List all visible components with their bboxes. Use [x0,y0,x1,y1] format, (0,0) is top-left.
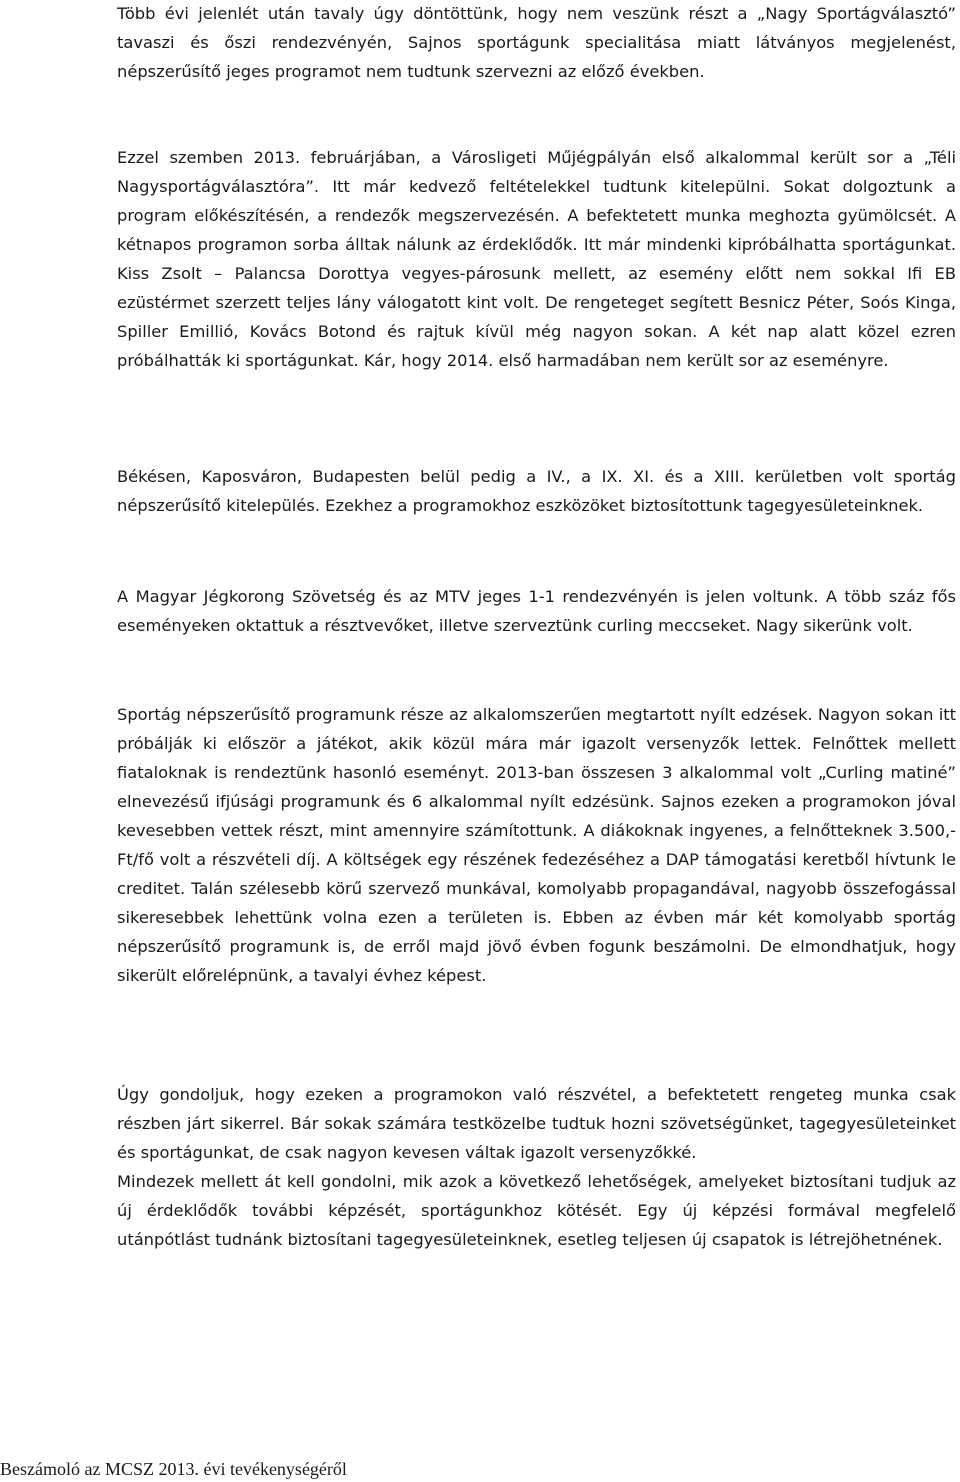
paragraph-6: Úgy gondoljuk, hogy ezeken a programokon való részvétel, a befektetett rengeteg munka csak részben járt sikerrel. Bár sokak számára testközelbe tudtuk hozni szövetségünket, tagegyesületeinket és sportágunkat, de csak nagyon kevesen váltak igazolt versenyzőkké. [117,1085,956,1162]
paragraph-3: Békésen, Kaposváron, Budapesten belül pedig a IV., a IX. XI. és a XIII. kerületben volt sportág népszerűsítő kitelepülés. Ezekhez a programokhoz eszközöket biztosítottunk tagegyesületeinknek. [117,467,956,515]
paragraph-7: Mindezek mellett át kell gondolni, mik azok a következő lehetőségek, amelyeket biztosítani tudjuk az új érdeklődők további képzését, sportágunkhoz kötését. Egy új képzési formával megfelelő utánpótlást tudnánk biztosítani tagegyesületeinknek, esetleg teljesen új csapatok is létrejöhetnének. [117,1172,956,1249]
paragraph-2: Ezzel szemben 2013. februárjában, a Városligeti Műjégpályán első alkalommal került sor a „Téli Nagysportágválasztóra”. Itt már kedvező feltételekkel tudtunk kitelepülni. Sokat dolgoztunk a program előkészítésén, a rendezők megszervezésén. A befektetett munka meghozta gyümölcsét. A kétnapos programon sorba álltak nálunk az érdeklődők. Itt már mindenki kipróbálhatta sportágunkat. Kiss Zsolt – Palancsa Dorottya vegyes-párosunk mellett, az esemény előtt nem sokkal Ifi EB ezüstérmet szerzett teljes lány válogatott kint volt. De rengeteget segített Besnicz Péter, Soós Kinga, Spiller Emillió, Kovács Botond és rajtuk kívül még nagyon sokan. A két nap alatt közel ezren próbálhatták ki sportágunkat. Kár, hogy 2014. első harmadában nem került sor az eseményre. [117,148,956,370]
paragraph-1: Több évi jelenlét után tavaly úgy döntöttünk, hogy nem veszünk részt a „Nagy Sportágválasztó” tavaszi és őszi rendezvényén, Sajnos sportágunk specialitása miatt látványos megjelenést, népszerűsítő jeges programot nem tudtunk szervezni az előző években. [117,4,956,81]
paragraph-4: A Magyar Jégkorong Szövetség és az MTV jeges 1-1 rendezvényén is jelen voltunk. A több száz fős eseményeken oktattuk a résztvevőket, illetve szerveztünk curling meccseket. Nagy sikerünk volt. [117,587,956,635]
paragraph-5: Sportág népszerűsítő programunk része az alkalomszerűen megtartott nyílt edzések. Nagyon sokan itt próbálják ki először a játékot, akik közül mára már igazolt versenyzők lettek. Felnőttek mellett fiataloknak is rendeztünk hasonló eseményt. 2013-ban összesen 3 alkalommal volt „Curling matiné” elnevezésű ifjúsági programunk és 6 alkalommal nyílt edzésünk. Sajnos ezeken a programokon jóval kevesebben vettek részt, mint amennyire számítottunk. A diákoknak ingyenes, a felnőtteknek 3.500,- Ft/fő volt a részvételi díj. A költségek egy részének fedezéséhez a DAP támogatási keretből hívtunk le creditet. Talán szélesebb körű szervező munkával, komolyabb propagandával, nagyobb összefogással sikeresebbek lehettünk volna ezen a területen is. Ebben az évben már két komolyabb sportág népszerűsítő programunk is, de erről majd jövő évben fogunk beszámolni. De elmondhatjuk, hogy sikerült előrelépnünk, a tavalyi évhez képest. [117,705,956,985]
page-footer: Beszámoló az MCSZ 2013. évi tevékenységéről [0,1459,347,1479]
